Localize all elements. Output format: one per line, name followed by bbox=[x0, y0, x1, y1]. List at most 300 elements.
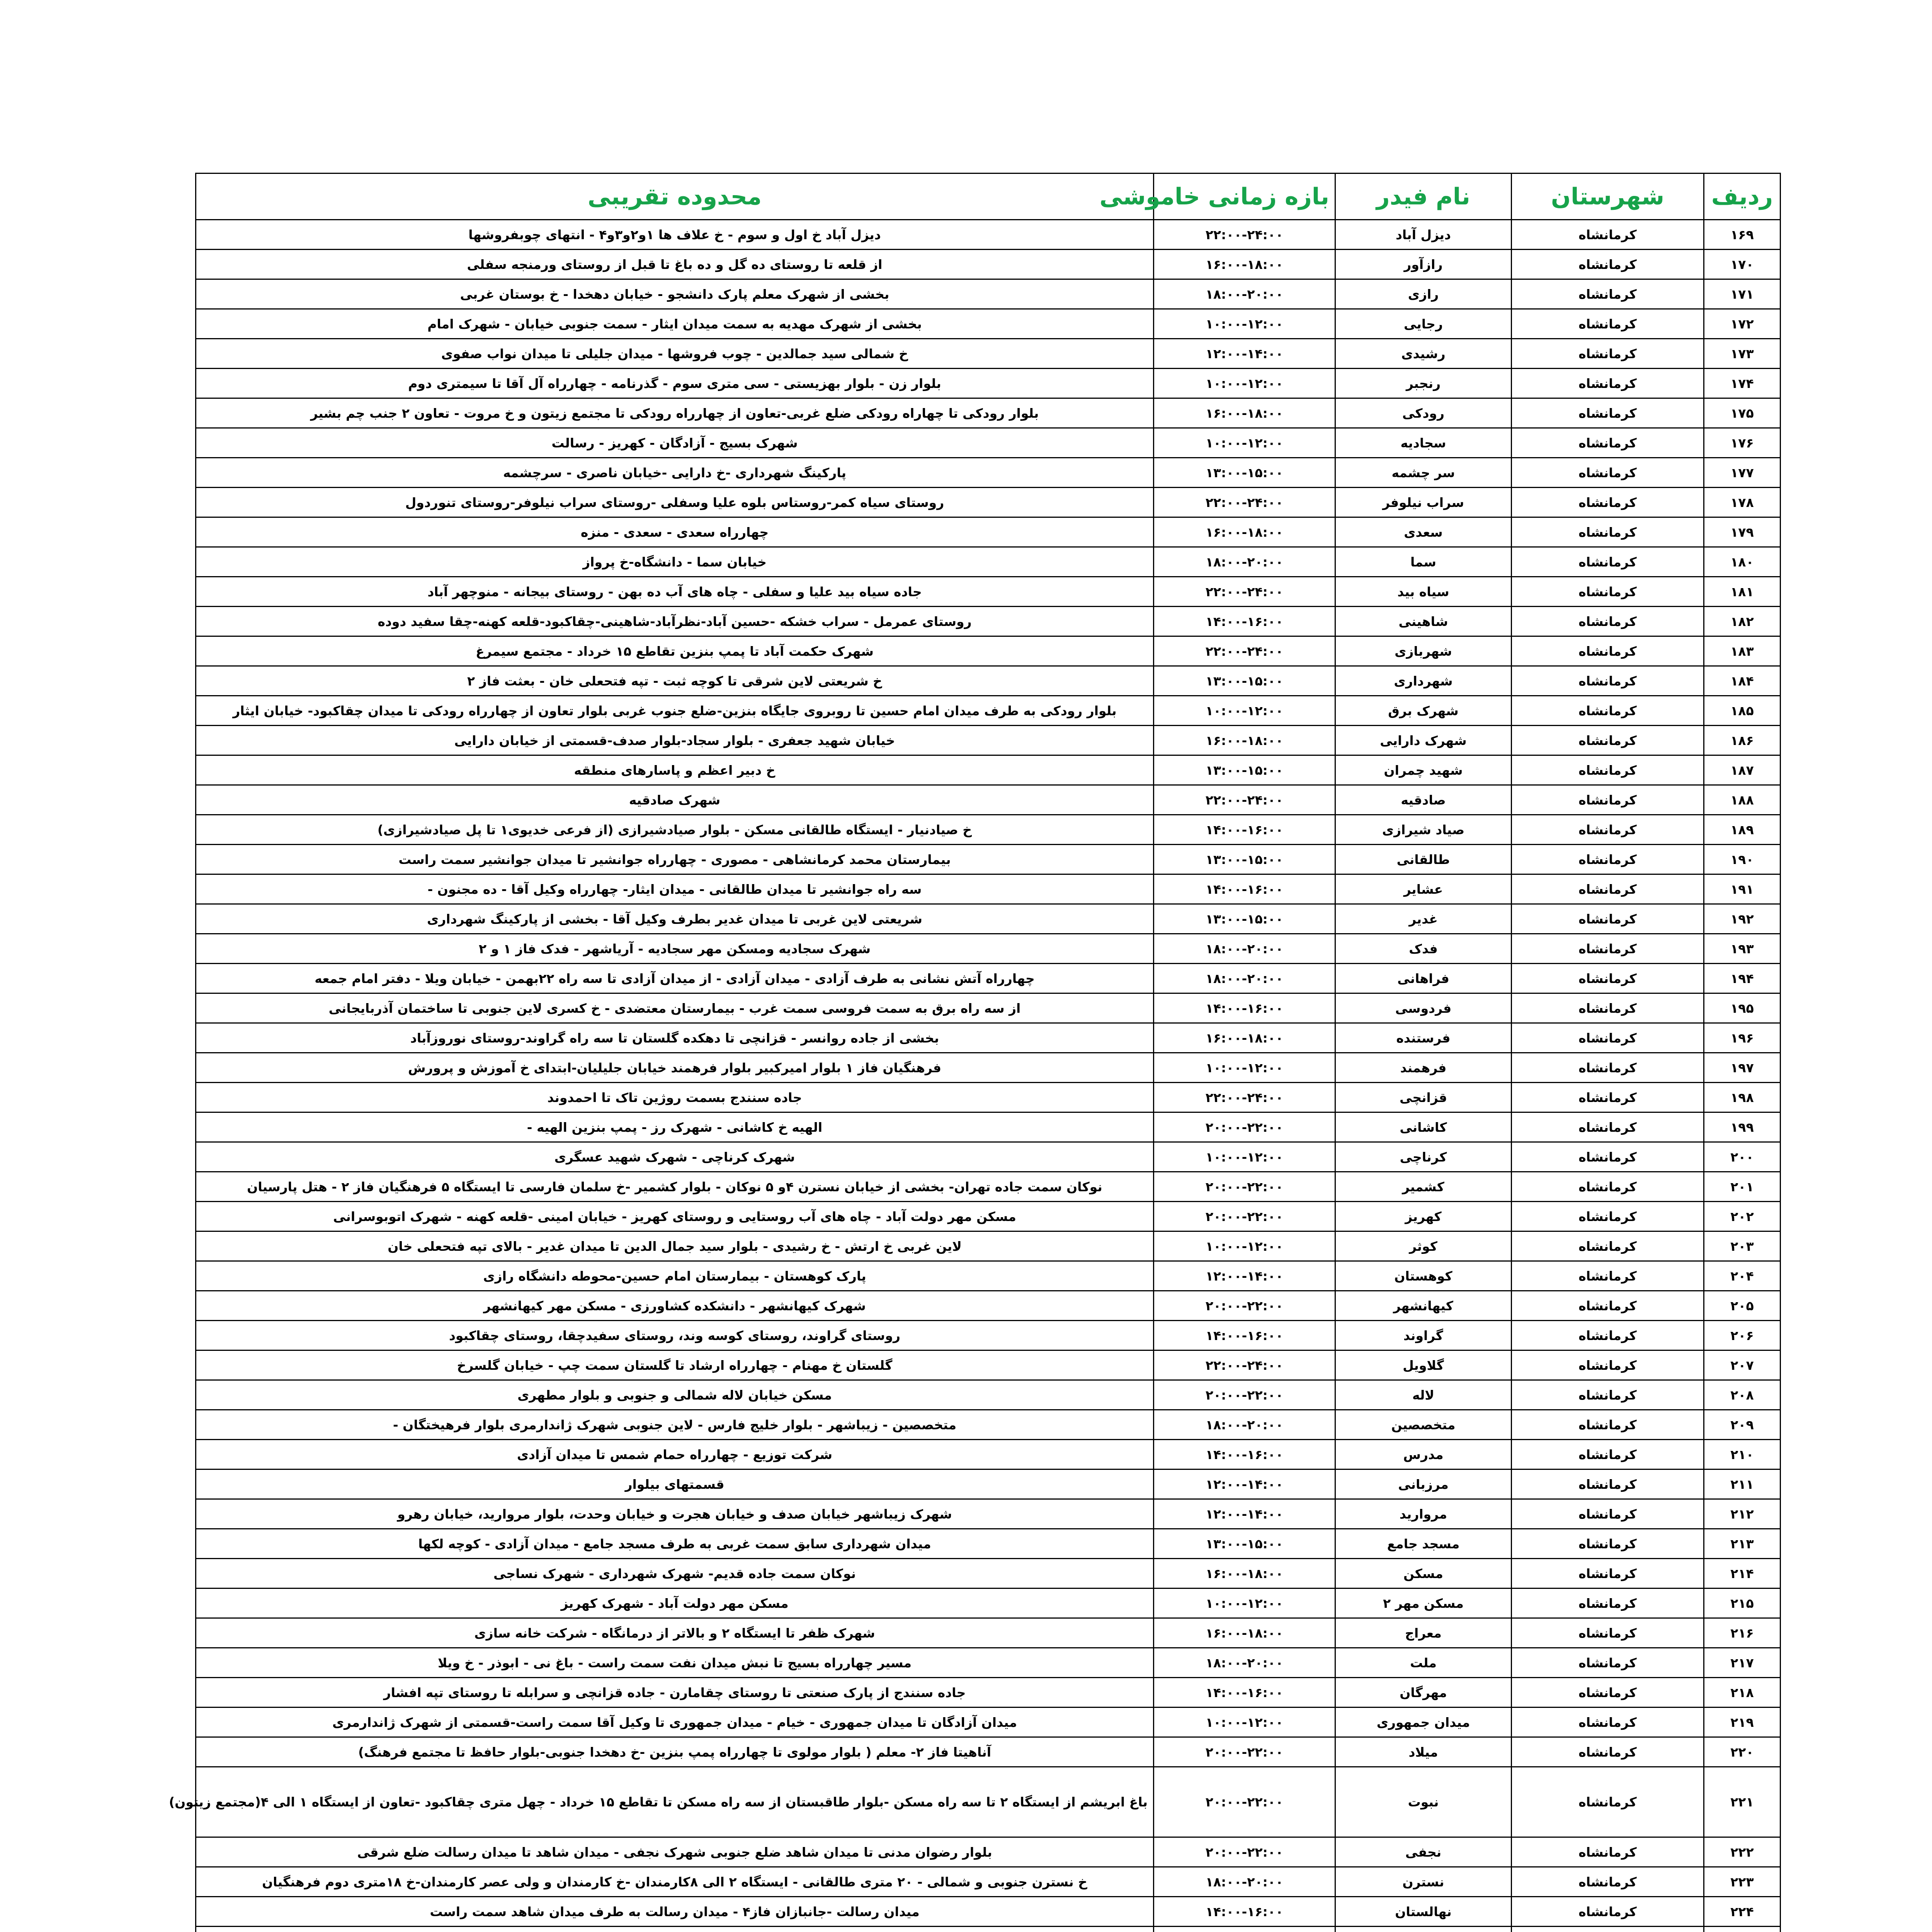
city-cell: کرمانشاه bbox=[1512, 1708, 1704, 1737]
outage-time-cell: ۲۲:۰۰-۲۴:۰۰ bbox=[1154, 488, 1335, 517]
table-row bbox=[196, 577, 1781, 607]
outage-time-cell: ۱۸:۰۰-۲۰:۰۰ bbox=[1154, 964, 1335, 993]
outage-time-cell: ۱۰:۰۰-۱۲:۰۰ bbox=[1154, 1142, 1335, 1172]
city-cell: کرمانشاه bbox=[1512, 309, 1704, 339]
feeder-cell: شهربازی bbox=[1335, 636, 1512, 666]
outage-time-cell: ۱۳:۰۰-۱۵:۰۰ bbox=[1154, 845, 1335, 874]
feeder-cell: سما bbox=[1335, 547, 1512, 577]
feeder-cell: قزانچی bbox=[1335, 1083, 1512, 1112]
area-cell: نوکان سمت جاده قدیم- شهرک شهرداری - شهرک نساجی bbox=[196, 1559, 1154, 1588]
outage-time-cell: ۱۳:۰۰-۱۵:۰۰ bbox=[1154, 458, 1335, 488]
feeder-cell: معراج bbox=[1335, 1618, 1512, 1648]
city-cell: کرمانشاه bbox=[1512, 1142, 1704, 1172]
table-row bbox=[196, 1291, 1781, 1321]
area-cell: بلوار رضوان مدنی تا میدان شاهد ضلع جنوبی شهرک نجفی - میدان شاهد تا میدان رسالت ضلع شرقی bbox=[196, 1837, 1154, 1867]
feeder-cell: مهرگان bbox=[1335, 1678, 1512, 1708]
city-cell: کرمانشاه bbox=[1512, 1410, 1704, 1440]
outage-time-cell: ۲۰:۰۰-۲۲:۰۰ bbox=[1154, 1172, 1335, 1202]
area-cell: جاده سنندج از پارک صنعتی تا روستای چقامارن - جاده قزانچی و سرابله تا روستای تپه افشار bbox=[196, 1678, 1154, 1708]
table-row bbox=[196, 1053, 1781, 1083]
outage-time-cell: ۱۲:۰۰-۱۴:۰۰ bbox=[1154, 1261, 1335, 1291]
table-row bbox=[196, 1410, 1781, 1440]
outage-time-cell: ۱۰:۰۰-۱۲:۰۰ bbox=[1154, 428, 1335, 458]
area-cell: روستای گراوند، روستای کوسه وند، روستای سفیدچقا، روستای چقاکبود bbox=[196, 1321, 1154, 1350]
feeder-cell: رنجبر bbox=[1335, 369, 1512, 398]
outage-time-cell: ۱۰:۰۰-۱۲:۰۰ bbox=[1154, 309, 1335, 339]
feeder-cell: صیاد شیرازی bbox=[1335, 815, 1512, 845]
row-number-cell: ۱۷۵ bbox=[1704, 398, 1781, 428]
feeder-cell: کوهستان bbox=[1335, 1261, 1512, 1291]
outage-time-cell bbox=[1154, 1927, 1335, 1932]
row-number-cell: ۲۱۲ bbox=[1704, 1499, 1781, 1529]
row-number-cell: ۱۹۲ bbox=[1704, 904, 1781, 934]
feeder-cell: نهالستان bbox=[1335, 1897, 1512, 1927]
table-row bbox=[196, 1678, 1781, 1708]
row-number-cell: ۲۰۸ bbox=[1704, 1380, 1781, 1410]
table-row bbox=[196, 1648, 1781, 1678]
city-cell: کرمانشاه bbox=[1512, 993, 1704, 1023]
table-row bbox=[196, 1142, 1781, 1172]
area-cell: گلستان خ مهنام - چهارراه ارشاد تا گلستان سمت چپ - خیابان گلسرخ bbox=[196, 1350, 1154, 1380]
city-cell: کرمانشاه bbox=[1512, 1083, 1704, 1112]
feeder-cell: شهرداری bbox=[1335, 666, 1512, 696]
table-row bbox=[196, 1172, 1781, 1202]
table-row bbox=[196, 458, 1781, 488]
area-cell: روستای عمرمل - سراب خشکه -حسین آباد-نظرآباد-شاهینی-چقاکبود-قلعه کهنه-چقا سفید دوده bbox=[196, 607, 1154, 636]
row-number-cell: ۱۸۱ bbox=[1704, 577, 1781, 607]
feeder-cell: فراهانی bbox=[1335, 964, 1512, 993]
feeder-cell: گراوند bbox=[1335, 1321, 1512, 1350]
table-row bbox=[196, 1083, 1781, 1112]
table-row bbox=[196, 993, 1781, 1023]
table-row bbox=[196, 607, 1781, 636]
table-row bbox=[196, 785, 1781, 815]
feeder-cell: میلاد bbox=[1335, 1737, 1512, 1767]
outage-time-cell: ۲۲:۰۰-۲۴:۰۰ bbox=[1154, 220, 1335, 250]
table-row bbox=[196, 1499, 1781, 1529]
area-cell: مسیر چهارراه بسیج تا نبش میدان نفت سمت راست - باغ نی - ابوذر - خ ویلا bbox=[196, 1648, 1154, 1678]
city-cell: کرمانشاه bbox=[1512, 250, 1704, 279]
table-row bbox=[196, 1231, 1781, 1261]
table-row bbox=[196, 1380, 1781, 1410]
city-cell: کرمانشاه bbox=[1512, 845, 1704, 874]
table-row bbox=[196, 1867, 1781, 1897]
outage-time-cell: ۱۳:۰۰-۱۵:۰۰ bbox=[1154, 904, 1335, 934]
feeder-cell: شاهینی bbox=[1335, 607, 1512, 636]
feeder-cell: متخصصین bbox=[1335, 1410, 1512, 1440]
row-number-cell bbox=[1704, 1927, 1781, 1932]
city-cell: کرمانشاه bbox=[1512, 1529, 1704, 1559]
city-cell: کرمانشاه bbox=[1512, 1172, 1704, 1202]
city-cell: کرمانشاه bbox=[1512, 1588, 1704, 1618]
table-row bbox=[196, 1737, 1781, 1767]
outage-time-cell: ۱۲:۰۰-۱۴:۰۰ bbox=[1154, 339, 1335, 369]
outage-time-cell: ۱۴:۰۰-۱۶:۰۰ bbox=[1154, 815, 1335, 845]
city-cell: کرمانشاه bbox=[1512, 1321, 1704, 1350]
row-number-cell: ۱۸۳ bbox=[1704, 636, 1781, 666]
header-row-number: ردیف bbox=[1704, 173, 1781, 220]
row-number-cell: ۲۱۴ bbox=[1704, 1559, 1781, 1588]
area-cell: مسکن مهر دولت آباد - شهرک کهریز bbox=[196, 1588, 1154, 1618]
feeder-cell: فرهمند bbox=[1335, 1053, 1512, 1083]
table-row bbox=[196, 1529, 1781, 1559]
outage-time-cell: ۱۴:۰۰-۱۶:۰۰ bbox=[1154, 1321, 1335, 1350]
table-row bbox=[196, 279, 1781, 309]
table-row bbox=[196, 488, 1781, 517]
outage-time-cell: ۲۰:۰۰-۲۲:۰۰ bbox=[1154, 1291, 1335, 1321]
city-cell: کرمانشاه bbox=[1512, 369, 1704, 398]
city-cell: کرمانشاه bbox=[1512, 1202, 1704, 1231]
outage-time-cell: ۱۳:۰۰-۱۵:۰۰ bbox=[1154, 666, 1335, 696]
outage-time-cell: ۲۰:۰۰-۲۲:۰۰ bbox=[1154, 1767, 1335, 1837]
area-cell: جاده سنندج بسمت روژین تاک تا احمدوند bbox=[196, 1083, 1154, 1112]
outage-time-cell: ۱۶:۰۰-۱۸:۰۰ bbox=[1154, 1023, 1335, 1053]
table-row bbox=[196, 1708, 1781, 1737]
row-number-cell: ۱۹۴ bbox=[1704, 964, 1781, 993]
city-cell: کرمانشاه bbox=[1512, 339, 1704, 369]
city-cell: کرمانشاه bbox=[1512, 1469, 1704, 1499]
city-cell: کرمانشاه bbox=[1512, 934, 1704, 964]
row-number-cell: ۱۹۳ bbox=[1704, 934, 1781, 964]
outage-time-cell: ۲۲:۰۰-۲۴:۰۰ bbox=[1154, 577, 1335, 607]
city-cell: کرمانشاه bbox=[1512, 1867, 1704, 1897]
feeder-cell: سر چشمه bbox=[1335, 458, 1512, 488]
table-row bbox=[196, 1897, 1781, 1927]
city-cell: کرمانشاه bbox=[1512, 1648, 1704, 1678]
outage-time-cell: ۱۰:۰۰-۱۲:۰۰ bbox=[1154, 1588, 1335, 1618]
feeder-cell: مرزبانی bbox=[1335, 1469, 1512, 1499]
area-cell: خ صیادنیار - ایستگاه طالقانی مسکن - بلوار صیادشیرازی (از فرعی خدیوی۱ تا پل صیادشیرازی) bbox=[196, 815, 1154, 845]
city-cell: کرمانشاه bbox=[1512, 488, 1704, 517]
area-cell: بلوار رودکی تا چهاراه رودکی ضلع غربی-تعاون از چهارراه رودکی تا مجتمع زیتون و خ مروت - تعاون ۲ جنب چم بشیر bbox=[196, 398, 1154, 428]
city-cell: کرمانشاه bbox=[1512, 1261, 1704, 1291]
row-number-cell: ۲۲۱ bbox=[1704, 1767, 1781, 1837]
feeder-cell: فرستنده bbox=[1335, 1023, 1512, 1053]
area-cell: خیابان شهید جعفری - بلوار سجاد-بلوار صدف-قسمتی از خیابان دارایی bbox=[196, 726, 1154, 755]
row-number-cell: ۲۰۱ bbox=[1704, 1172, 1781, 1202]
feeder-cell: سجادیه bbox=[1335, 428, 1512, 458]
row-number-cell: ۲۰۳ bbox=[1704, 1231, 1781, 1261]
row-number-cell: ۱۸۴ bbox=[1704, 666, 1781, 696]
area-cell: شهرک بسیج - آزادگان - کهریز - رسالت bbox=[196, 428, 1154, 458]
outage-time-cell: ۱۴:۰۰-۱۶:۰۰ bbox=[1154, 1440, 1335, 1469]
city-cell: کرمانشاه bbox=[1512, 696, 1704, 726]
row-number-cell: ۲۱۰ bbox=[1704, 1440, 1781, 1469]
feeder-cell: رجایی bbox=[1335, 309, 1512, 339]
area-cell: چهارراه سعدی - سعدی - منزه bbox=[196, 517, 1154, 547]
feeder-cell: عشایر bbox=[1335, 874, 1512, 904]
table-row bbox=[196, 428, 1781, 458]
row-number-cell: ۱۷۶ bbox=[1704, 428, 1781, 458]
outage-time-cell: ۱۸:۰۰-۲۰:۰۰ bbox=[1154, 1648, 1335, 1678]
area-cell: بلوار زن - بلوار بهزیستی - سی متری سوم - گذرنامه - چهارراه آل آقا تا سیمتری دوم bbox=[196, 369, 1154, 398]
outage-time-cell: ۲۰:۰۰-۲۲:۰۰ bbox=[1154, 1112, 1335, 1142]
area-cell: مسکن مهر دولت آباد - چاه های آب روستایی و روستای کهریز - خیابان امینی -قلعه کهنه - شهرک اتوبوسرانی bbox=[196, 1202, 1154, 1231]
row-number-cell: ۲۰۷ bbox=[1704, 1350, 1781, 1380]
feeder-cell bbox=[1335, 1927, 1512, 1932]
city-cell: کرمانشاه bbox=[1512, 279, 1704, 309]
feeder-cell: طالقانی bbox=[1335, 845, 1512, 874]
row-number-cell: ۲۱۶ bbox=[1704, 1618, 1781, 1648]
feeder-cell: گلاویل bbox=[1335, 1350, 1512, 1380]
feeder-cell: مسکن bbox=[1335, 1559, 1512, 1588]
city-cell: کرمانشاه bbox=[1512, 1499, 1704, 1529]
feeder-cell: رودکی bbox=[1335, 398, 1512, 428]
feeder-cell: ملت bbox=[1335, 1648, 1512, 1678]
outage-time-cell: ۱۰:۰۰-۱۲:۰۰ bbox=[1154, 1708, 1335, 1737]
row-number-cell: ۱۷۷ bbox=[1704, 458, 1781, 488]
row-number-cell: ۱۸۶ bbox=[1704, 726, 1781, 755]
table-row bbox=[196, 1202, 1781, 1231]
feeder-cell: رازی bbox=[1335, 279, 1512, 309]
feeder-cell: کهریز bbox=[1335, 1202, 1512, 1231]
city-cell bbox=[1512, 1927, 1704, 1932]
table-row bbox=[196, 309, 1781, 339]
area-cell: شهرک صادقیه bbox=[196, 785, 1154, 815]
outage-time-cell: ۱۴:۰۰-۱۶:۰۰ bbox=[1154, 1897, 1335, 1927]
city-cell: کرمانشاه bbox=[1512, 755, 1704, 785]
area-cell: قسمتهای بیلوار bbox=[196, 1469, 1154, 1499]
table-row bbox=[196, 1350, 1781, 1380]
row-number-cell: ۲۲۰ bbox=[1704, 1737, 1781, 1767]
table-row bbox=[196, 845, 1781, 874]
area-cell: نوکان سمت جاده تهران- بخشی از خیابان نسترن ۴و ۵ نوکان - بلوار کشمیر -خ سلمان فارسی تا ایستگاه ۵ فرهنگیان فاز ۲ - هتل پارسیان bbox=[196, 1172, 1154, 1202]
feeder-cell: شهرک دارایی bbox=[1335, 726, 1512, 755]
outage-time-cell: ۱۰:۰۰-۱۲:۰۰ bbox=[1154, 1053, 1335, 1083]
area-cell: خ دبیر اعظم و پاسارهای منطقه bbox=[196, 755, 1154, 785]
city-cell: کرمانشاه bbox=[1512, 964, 1704, 993]
city-cell: کرمانشاه bbox=[1512, 1380, 1704, 1410]
feeder-cell: سیاه بید bbox=[1335, 577, 1512, 607]
city-cell: کرمانشاه bbox=[1512, 1767, 1704, 1837]
city-cell: کرمانشاه bbox=[1512, 1837, 1704, 1867]
area-cell: آناهیتا فاز ۲- معلم ( بلوار مولوی تا چهارراه پمپ بنزین -خ دهخدا جنوبی-بلوار حافظ تا مجتمع فرهنگ) bbox=[196, 1737, 1154, 1767]
area-cell: فرهنگیان فاز ۱ بلوار امیرکبیر بلوار فرهمند خیابان جلیلیان-ابتدای خ آموزش و پرورش bbox=[196, 1053, 1154, 1083]
table-row bbox=[196, 1023, 1781, 1053]
feeder-cell: صادقیه bbox=[1335, 785, 1512, 815]
row-number-cell: ۲۱۹ bbox=[1704, 1708, 1781, 1737]
feeder-cell: شهرک برق bbox=[1335, 696, 1512, 726]
outage-time-cell: ۱۶:۰۰-۱۸:۰۰ bbox=[1154, 1618, 1335, 1648]
row-number-cell: ۱۶۹ bbox=[1704, 220, 1781, 250]
area-cell: شهرک سجادیه ومسکن مهر سجادیه - آریاشهر - فدک فاز ۱ و ۲ bbox=[196, 934, 1154, 964]
table-row bbox=[196, 904, 1781, 934]
feeder-cell: رازآور bbox=[1335, 250, 1512, 279]
area-cell bbox=[196, 1927, 1154, 1932]
area-cell: پارکینگ شهرداری -خ دارایی -خیابان ناصری - سرچشمه bbox=[196, 458, 1154, 488]
city-cell: کرمانشاه bbox=[1512, 458, 1704, 488]
row-number-cell: ۱۸۷ bbox=[1704, 755, 1781, 785]
table-row bbox=[196, 339, 1781, 369]
city-cell: کرمانشاه bbox=[1512, 428, 1704, 458]
city-cell: کرمانشاه bbox=[1512, 1559, 1704, 1588]
area-cell: از سه راه برق به سمت فروسی سمت غرب - بیمارستان معتضدی - خ کسری لاین جنوبی تا ساختمان آذربایجانی bbox=[196, 993, 1154, 1023]
city-cell: کرمانشاه bbox=[1512, 1737, 1704, 1767]
outage-time-cell: ۱۴:۰۰-۱۶:۰۰ bbox=[1154, 1678, 1335, 1708]
area-cell: بخشی از شهرک معلم پارک دانشجو - خیابان دهخدا - خ بوستان غربی bbox=[196, 279, 1154, 309]
row-number-cell: ۲۰۹ bbox=[1704, 1410, 1781, 1440]
city-cell: کرمانشاه bbox=[1512, 904, 1704, 934]
row-number-cell: ۲۱۷ bbox=[1704, 1648, 1781, 1678]
city-cell: کرمانشاه bbox=[1512, 1291, 1704, 1321]
area-cell: بخشی از شهرک مهدیه به سمت میدان ایثار - سمت جنوبی خیابان - شهرک امام bbox=[196, 309, 1154, 339]
city-cell: کرمانشاه bbox=[1512, 1231, 1704, 1261]
table-row bbox=[196, 1767, 1781, 1837]
row-number-cell: ۲۰۵ bbox=[1704, 1291, 1781, 1321]
feeder-cell: نبوت bbox=[1335, 1767, 1512, 1837]
table-row bbox=[196, 250, 1781, 279]
feeder-cell: کوثر bbox=[1335, 1231, 1512, 1261]
row-number-cell: ۱۸۸ bbox=[1704, 785, 1781, 815]
row-number-cell: ۲۱۳ bbox=[1704, 1529, 1781, 1559]
outage-schedule-table bbox=[169, 173, 1781, 1932]
feeder-cell: کرناچی bbox=[1335, 1142, 1512, 1172]
area-cell: شهرک کیهانشهر - دانشکده کشاورزی - مسکن مهر کیهانشهر bbox=[196, 1291, 1154, 1321]
feeder-cell: فردوسی bbox=[1335, 993, 1512, 1023]
outage-time-cell: ۲۰:۰۰-۲۲:۰۰ bbox=[1154, 1380, 1335, 1410]
row-number-cell: ۱۷۸ bbox=[1704, 488, 1781, 517]
area-cell: از قلعه تا روستای ده گل و ده باغ تا قبل از روستای ورمنجه سفلی bbox=[196, 250, 1154, 279]
row-number-cell: ۱۸۲ bbox=[1704, 607, 1781, 636]
table-row bbox=[196, 1588, 1781, 1618]
area-cell: شهرک زیباشهر خیابان صدف و خیابان هجرت و خیابان وحدت، بلوار مروارید، خیابان رهرو bbox=[196, 1499, 1154, 1529]
feeder-cell: کاشانی bbox=[1335, 1112, 1512, 1142]
outage-time-cell: ۲۰:۰۰-۲۲:۰۰ bbox=[1154, 1202, 1335, 1231]
row-number-cell: ۲۰۶ bbox=[1704, 1321, 1781, 1350]
table-row bbox=[196, 1469, 1781, 1499]
row-number-cell: ۲۱۸ bbox=[1704, 1678, 1781, 1708]
row-number-cell: ۲۲۴ bbox=[1704, 1897, 1781, 1927]
outage-time-cell: ۲۰:۰۰-۲۲:۰۰ bbox=[1154, 1737, 1335, 1767]
row-number-cell: ۱۷۰ bbox=[1704, 250, 1781, 279]
area-cell: الهیه خ کاشانی - شهرک رز - پمپ بنزین الهیه - bbox=[196, 1112, 1154, 1142]
city-cell: کرمانشاه bbox=[1512, 1350, 1704, 1380]
table-body bbox=[169, 220, 1781, 1932]
row-number-cell: ۱۸۹ bbox=[1704, 815, 1781, 845]
city-cell: کرمانشاه bbox=[1512, 1023, 1704, 1053]
header-feeder: نام فیدر bbox=[1335, 173, 1512, 220]
table-row bbox=[196, 1618, 1781, 1648]
table-row bbox=[196, 755, 1781, 785]
row-number-cell: ۱۷۲ bbox=[1704, 309, 1781, 339]
feeder-cell: نجفی bbox=[1335, 1837, 1512, 1867]
feeder-cell: مدرس bbox=[1335, 1440, 1512, 1469]
city-cell: کرمانشاه bbox=[1512, 815, 1704, 845]
area-cell: شریعتی لاین غربی تا میدان غدیر بطرف وکیل آقا - بخشی از پارکینگ شهرداری bbox=[196, 904, 1154, 934]
city-cell: کرمانشاه bbox=[1512, 1897, 1704, 1927]
outage-time-cell: ۱۲:۰۰-۱۴:۰۰ bbox=[1154, 1499, 1335, 1529]
row-number-cell: ۲۰۴ bbox=[1704, 1261, 1781, 1291]
outage-time-cell: ۲۲:۰۰-۲۴:۰۰ bbox=[1154, 1083, 1335, 1112]
feeder-cell: سراب نیلوفر bbox=[1335, 488, 1512, 517]
feeder-cell: سعدی bbox=[1335, 517, 1512, 547]
outage-time-cell: ۲۰:۰۰-۲۲:۰۰ bbox=[1154, 1837, 1335, 1867]
row-number-cell: ۱۹۱ bbox=[1704, 874, 1781, 904]
area-cell: بلوار رودکی به طرف میدان امام حسین تا روبروی جایگاه بنزین-ضلع جنوب غربی بلوار تعاون از چهارراه رودکی تا میدان چقاکبود- خیابان ایثار bbox=[196, 696, 1154, 726]
row-number-cell: ۱۹۰ bbox=[1704, 845, 1781, 874]
row-number-cell: ۲۰۰ bbox=[1704, 1142, 1781, 1172]
row-number-cell: ۱۷۳ bbox=[1704, 339, 1781, 369]
table-row bbox=[196, 636, 1781, 666]
outage-time-cell: ۱۶:۰۰-۱۸:۰۰ bbox=[1154, 517, 1335, 547]
feeder-cell: مسجد جامع bbox=[1335, 1529, 1512, 1559]
area-cell: متخصصین - زیباشهر - بلوار خلیج فارس - لاین جنوبی شهرک ژاندارمری بلوار فرهیختگان - bbox=[196, 1410, 1154, 1440]
city-cell: کرمانشاه bbox=[1512, 517, 1704, 547]
area-cell: خ نسترن جنوبی و شمالی - ۲۰ متری طالقانی - ایستگاه ۲ الی ۸کارمندان -خ کارمندان و ولی عصر کارمندان-خ ۱۸متری دوم فرهنگیان bbox=[196, 1867, 1154, 1897]
row-number-cell: ۲۱۵ bbox=[1704, 1588, 1781, 1618]
table-row bbox=[196, 1440, 1781, 1469]
outage-time-cell: ۱۸:۰۰-۲۰:۰۰ bbox=[1154, 1867, 1335, 1897]
header-row bbox=[196, 173, 1781, 220]
area-cell: میدان شهرداری سابق سمت غربی به طرف مسجد جامع - میدان آزادی - کوچه لکها bbox=[196, 1529, 1154, 1559]
header-area: محدوده تقریبی bbox=[196, 173, 1154, 220]
table-row bbox=[196, 1837, 1781, 1867]
outage-time-cell: ۲۲:۰۰-۲۴:۰۰ bbox=[1154, 785, 1335, 815]
table-row bbox=[196, 874, 1781, 904]
area-cell: چهارراه آتش نشانی به طرف آزادی - میدان آزادی - از میدان آزادی تا سه راه ۲۲بهمن - خیابان ویلا - دفتر امام جمعه bbox=[196, 964, 1154, 993]
outage-time-cell: ۲۲:۰۰-۲۴:۰۰ bbox=[1154, 636, 1335, 666]
feeder-cell: دیزل آباد bbox=[1335, 220, 1512, 250]
outage-schedule-sheet bbox=[169, 173, 1781, 1932]
city-cell: کرمانشاه bbox=[1512, 1053, 1704, 1083]
row-number-cell: ۱۹۷ bbox=[1704, 1053, 1781, 1083]
city-cell: کرمانشاه bbox=[1512, 607, 1704, 636]
area-cell: باغ ابریشم از ایستگاه ۲ تا سه راه مسکن -بلوار طاقبستان از سه راه مسکن تا تقاطع ۱۵ خرداد - چهل متری چقاکبود -تعاون از ایستگاه ۱ الی ۴(مجتمع زیتون) bbox=[196, 1767, 1154, 1837]
city-cell: کرمانشاه bbox=[1512, 666, 1704, 696]
outage-time-cell: ۱۸:۰۰-۲۰:۰۰ bbox=[1154, 279, 1335, 309]
feeder-cell: کیهانشهر bbox=[1335, 1291, 1512, 1321]
area-cell: میدان آزادگان تا میدان جمهوری - خیام - میدان جمهوری تا وکیل آقا سمت راست-قسمتی از شهرک ژاندارمری bbox=[196, 1708, 1154, 1737]
table-row bbox=[196, 220, 1781, 250]
area-cell: جاده سیاه بید علیا و سفلی - چاه های آب ده بهن - روستای بیجانه - منوچهر آباد bbox=[196, 577, 1154, 607]
area-cell: روستای سیاه کمر-روستاس بلوه علیا وسفلی -روستای سراب نیلوفر-روستای تنوردول bbox=[196, 488, 1154, 517]
table-row bbox=[196, 696, 1781, 726]
table-row bbox=[196, 964, 1781, 993]
row-number-cell: ۱۷۹ bbox=[1704, 517, 1781, 547]
header-city: شهرستان bbox=[1512, 173, 1704, 220]
row-number-cell: ۱۷۱ bbox=[1704, 279, 1781, 309]
table-row bbox=[196, 1559, 1781, 1588]
feeder-cell: شهید چمران bbox=[1335, 755, 1512, 785]
outage-time-cell: ۱۴:۰۰-۱۶:۰۰ bbox=[1154, 874, 1335, 904]
row-number-cell: ۲۱۱ bbox=[1704, 1469, 1781, 1499]
row-number-cell: ۱۸۵ bbox=[1704, 696, 1781, 726]
table-row bbox=[196, 934, 1781, 964]
area-cell: مسکن خیابان لاله شمالی و جنوبی و بلوار مطهری bbox=[196, 1380, 1154, 1410]
city-cell: کرمانشاه bbox=[1512, 1440, 1704, 1469]
table-row bbox=[196, 815, 1781, 845]
feeder-cell: لاله bbox=[1335, 1380, 1512, 1410]
row-number-cell: ۱۹۶ bbox=[1704, 1023, 1781, 1053]
feeder-cell: غدیر bbox=[1335, 904, 1512, 934]
area-cell: خ شمالی سید جمالدین - چوب فروشها - میدان جلیلی تا میدان نواب صفوی bbox=[196, 339, 1154, 369]
row-number-cell: ۲۲۳ bbox=[1704, 1867, 1781, 1897]
outage-time-cell: ۱۲:۰۰-۱۴:۰۰ bbox=[1154, 1469, 1335, 1499]
outage-time-cell: ۱۰:۰۰-۱۲:۰۰ bbox=[1154, 696, 1335, 726]
city-cell: کرمانشاه bbox=[1512, 398, 1704, 428]
city-cell: کرمانشاه bbox=[1512, 547, 1704, 577]
table-row bbox=[196, 1112, 1781, 1142]
feeder-cell: میدان جمهوری bbox=[1335, 1708, 1512, 1737]
area-cell: لاین غربی خ ارتش - خ رشیدی - بلوار سید جمال الدین تا میدان غدیر - بالای تپه فتحعلی خان bbox=[196, 1231, 1154, 1261]
area-cell: شهرک حکمت آباد تا پمپ بنزین تقاطع ۱۵ خرداد - مجتمع سیمرغ bbox=[196, 636, 1154, 666]
area-cell: میدان رسالت -جانبازان فاز۴ - میدان رسالت به طرف میدان شاهد سمت راست bbox=[196, 1897, 1154, 1927]
table-row bbox=[196, 369, 1781, 398]
table-row bbox=[196, 726, 1781, 755]
table-row bbox=[196, 547, 1781, 577]
feeder-cell: فدک bbox=[1335, 934, 1512, 964]
city-cell: کرمانشاه bbox=[1512, 636, 1704, 666]
